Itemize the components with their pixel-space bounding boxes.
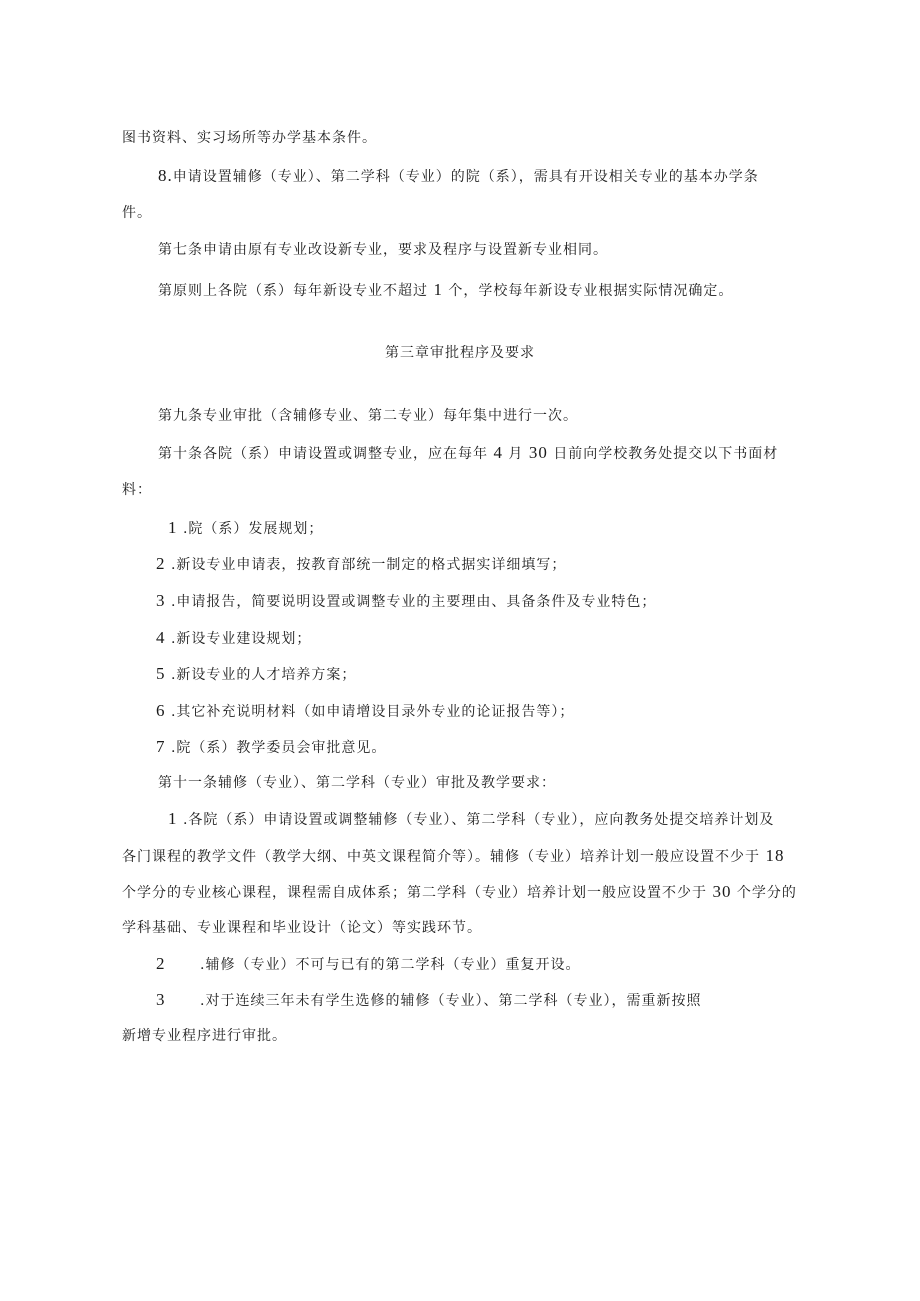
item-number: 6 bbox=[156, 701, 166, 720]
text: .申请报告，简要说明设置或调整专业的主要理由、具备条件及专业特色； bbox=[170, 594, 657, 610]
list-item bbox=[156, 737, 386, 758]
item-number: 8. bbox=[158, 166, 173, 185]
paragraph-line bbox=[158, 166, 759, 187]
item-number: 1 bbox=[168, 809, 178, 828]
paragraph-line bbox=[122, 203, 152, 223]
number: 18 bbox=[765, 846, 785, 865]
text: 料： bbox=[122, 482, 152, 498]
chapter-heading: 第三章审批程序及要求 bbox=[385, 345, 535, 361]
paragraph-line bbox=[158, 280, 733, 301]
text: .新设专业的人才培养方案； bbox=[170, 667, 357, 683]
text: .院（系）教学委员会审批意见。 bbox=[170, 740, 387, 756]
text: 个学分的 bbox=[736, 885, 797, 901]
item-number: 3 bbox=[156, 591, 166, 610]
paragraph-line bbox=[158, 240, 608, 260]
text: 第七条申请由原有专业改设新专业，要求及程序与设置新专业相同。 bbox=[158, 242, 608, 258]
paragraph-line bbox=[158, 443, 778, 464]
list-item bbox=[168, 809, 774, 830]
text: 日前向学校教务处提交以下书面材 bbox=[553, 446, 779, 462]
list-item bbox=[156, 591, 656, 612]
text: 件。 bbox=[122, 205, 152, 221]
paragraph-line bbox=[158, 406, 578, 426]
text: 各门课程的教学文件（教学大纲、中英文课程简介等）。辅修（专业）培养计划一般应设置不少于 bbox=[122, 849, 760, 865]
text: 新增专业程序进行审批。 bbox=[122, 1028, 287, 1044]
number: 4 bbox=[493, 443, 503, 462]
text: 第十条各院（系）申请设置或调整专业，应在每年 bbox=[158, 446, 488, 462]
item-number: 3 bbox=[156, 990, 166, 1009]
text: .对于连续三年未有学生选修的辅修（专业）、第二学科（专业），需重新按照 bbox=[200, 993, 702, 1009]
text: .各院（系）申请设置或调整辅修（专业）、第二学科（专业），应向教务处提交培养计划及 bbox=[182, 812, 775, 828]
text: .新设专业申请表，按教育部统一制定的格式据实详细填写； bbox=[170, 557, 567, 573]
number: 30 bbox=[528, 443, 548, 462]
paragraph-line bbox=[122, 128, 377, 148]
paragraph-line bbox=[122, 918, 482, 938]
item-number: 5 bbox=[156, 664, 166, 683]
item-number: 2 bbox=[156, 954, 166, 973]
text: 图书资料、实习场所等办学基本条件。 bbox=[122, 130, 377, 146]
list-item bbox=[156, 954, 580, 975]
text: .其它补充说明材料（如申请增设目录外专业的论证报告等）； bbox=[170, 704, 575, 720]
paragraph-line bbox=[122, 882, 797, 903]
list-item bbox=[156, 990, 701, 1011]
item-number: 1 bbox=[168, 518, 178, 537]
text: 个，学校每年新设专业根据实际情况确定。 bbox=[448, 283, 734, 299]
list-item bbox=[156, 701, 574, 722]
text: 第十一条辅修（专业）、第二学科（专业）审批及教学要求： bbox=[158, 775, 556, 791]
number: 1 bbox=[433, 280, 443, 299]
text: .辅修（专业）不可与已有的第二学科（专业）重复开设。 bbox=[200, 957, 581, 973]
text: .新设专业建设规划； bbox=[170, 631, 312, 647]
item-number: 4 bbox=[156, 628, 166, 647]
text: 第原则上各院（系）每年新设专业不超过 bbox=[158, 283, 428, 299]
text: 月 bbox=[508, 446, 524, 462]
text: 第九条专业审批（含辅修专业、第二专业）每年集中进行一次。 bbox=[158, 408, 578, 424]
paragraph-line bbox=[122, 480, 152, 500]
list-item bbox=[156, 664, 356, 685]
item-number: 7 bbox=[156, 737, 166, 756]
text: 申请设置辅修（专业）、第二学科（专业）的院（系），需具有开设相关专业的基本办学条 bbox=[172, 169, 759, 185]
text: 个学分的专业核心课程，课程需自成体系；第二学科（专业）培养计划一般应设置不少于 bbox=[122, 885, 707, 901]
number: 30 bbox=[712, 882, 732, 901]
paragraph-line bbox=[122, 1026, 287, 1046]
paragraph-line bbox=[122, 846, 784, 867]
list-item bbox=[156, 554, 566, 575]
list-item bbox=[156, 628, 311, 649]
text: .院（系）发展规划； bbox=[182, 521, 324, 537]
paragraph-line bbox=[158, 773, 556, 793]
text: 学科基础、专业课程和毕业设计（论文）等实践环节。 bbox=[122, 920, 482, 936]
item-number: 2 bbox=[156, 554, 166, 573]
list-item bbox=[168, 518, 323, 539]
